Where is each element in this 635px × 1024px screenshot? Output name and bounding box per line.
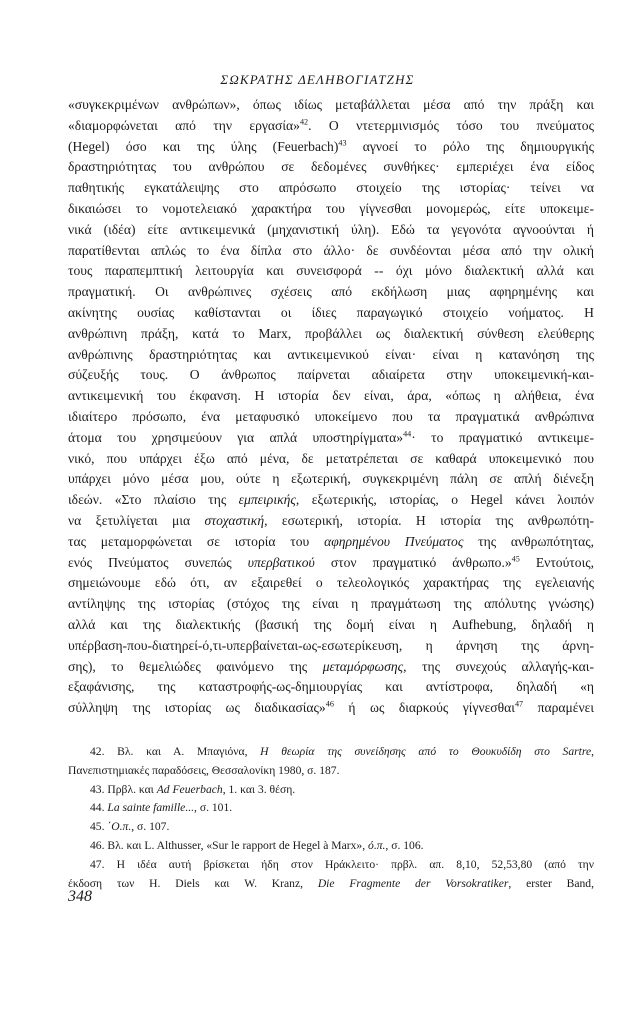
footnotes <box>68 743 594 893</box>
text-segment: 43. Πρβλ. και <box>90 782 157 796</box>
text-segment: παθητικής εγκατάλειψης στο απρόσωπο στοιχείο της ιστορίας· τείνει να <box>68 180 594 196</box>
text-segment: δραστηριότητας του ανθρώπου σε δεδομένες συνθήκες· εμπεριέχει ένα είδος <box>68 159 594 175</box>
text-line <box>68 324 594 345</box>
text-segment: υπέρβαση-που-διατηρεί-ό,τι-υπερβαίνεται-ως-εσωτερίκευση, η άρνηση της άρνη- <box>68 637 594 653</box>
footnote-ref: 44 <box>403 429 412 439</box>
text-line <box>68 241 594 262</box>
text-segment: πραγματική. Οι ανθρώπινες σχέσεις από εκδήλωση μιας αφηρημένης και <box>68 284 594 300</box>
text-line <box>68 220 594 241</box>
text-segment: , της συνεχούς αλλαγής-και- <box>403 658 594 674</box>
italic-text: εμπειρικής <box>238 492 296 508</box>
text-segment: , <box>591 745 594 758</box>
text-segment: σημειώνουμε εδώ ότι, αν εξαιρεθεί ο τελεολογικός χαρακτήρας της εγελειανής <box>68 575 594 591</box>
footnote-line <box>68 837 594 856</box>
italic-text: La sainte famille... <box>107 801 195 815</box>
text-segment: , σ. 101. <box>194 801 233 815</box>
text-segment: σης), το θεμελιώδες φαινόμενο της <box>68 658 323 674</box>
text-segment: υπάρχει μόνο μέσα μου, ούτε η εξωτερική, συγκεκριμένη πάλη σε απλή διένεξη <box>68 471 594 487</box>
text-segment: «διαμορφώνεται από την εργασία» <box>68 117 300 133</box>
text-segment: να ξετυλίγεται μια <box>68 512 205 528</box>
text-segment: ιδιαίτερο πρόσωπο, ένα μεταφυσικό υποκείμενο που τα πραγματικά ανθρώπινα <box>68 408 594 424</box>
text-line <box>68 261 594 282</box>
page-number: 348 <box>68 888 92 905</box>
text-segment: ανθρώπινης δραστηριότητας και αντικειμενικού είναι· είναι η κατανόηση της <box>68 346 594 362</box>
text-segment: ακίνητης ουσίας καθίστανται οι ίδιες παραγωγικό στοιχείο νοήματος. Η <box>68 304 594 320</box>
text-line <box>68 469 594 490</box>
footnote-line <box>68 781 594 800</box>
text-segment: (Hegel) όσο και της ύλης (Feuerbach) <box>68 138 339 154</box>
text-segment: Εντούτοις, <box>519 554 594 570</box>
text-segment: τους παραπεμπτική λειτουργία και συνεισφορά -- όχι μόνο διαλεκτική αλλά και <box>68 263 594 279</box>
text-line <box>68 657 594 678</box>
text-line <box>68 137 594 158</box>
text-segment: , εσωτερική, ιστορία. Η ιστορία της ανθρωπότη- <box>264 512 594 528</box>
text-line <box>68 116 594 137</box>
text-segment: 42. Βλ. και Α. Μπαγιόνα, <box>90 745 261 758</box>
text-line <box>68 636 594 657</box>
text-line <box>68 532 594 553</box>
text-segment: παραμένει <box>523 700 594 716</box>
text-segment: νικό, που υπάρχει έξω από μένα, δε μετατρέπεται σε καθαρά υποκειμενικό που <box>68 450 594 466</box>
text-line <box>68 303 594 324</box>
text-line <box>68 365 594 386</box>
text-line <box>68 490 594 511</box>
text-segment: ανθρώπινη πράξη, κατά το Marx, προβάλλει ως διαλεκτική σύνθεση ελεύθερης <box>68 325 594 341</box>
text-line <box>68 199 594 220</box>
text-segment: ή ως διαρκούς γίγνεσθαι <box>333 700 515 716</box>
text-segment: έκδοση των H. Diels και W. Kranz, <box>68 876 318 890</box>
italic-text: στοχαστική <box>204 512 265 528</box>
text-segment: αλλά και της διαλεκτικής (βασική της δομή είναι η Aufhebung, δηλαδή η <box>68 616 594 632</box>
text-line <box>68 428 594 449</box>
text-segment: στον πραγματικό άνθρωπο.» <box>314 554 512 570</box>
text-segment: αγνοεί το ρόλο της δημιουργικής <box>346 138 594 154</box>
text-line <box>68 449 594 470</box>
text-line <box>68 157 594 178</box>
text-segment: «συγκεκριμένων ανθρώπων», όπως ιδίως μεταβάλλεται μέσα από την πράξη και <box>68 97 594 112</box>
text-segment: , erster Band, <box>508 876 594 890</box>
text-segment: , σ. 106. <box>385 838 424 852</box>
text-segment: , σ. 107. <box>131 820 170 834</box>
text-line <box>68 553 594 574</box>
text-segment: σύλληψη της ιστορίας ως διαδικασίας» <box>68 700 326 716</box>
body-text <box>68 95 594 719</box>
footnote-ref: 45 <box>511 554 520 563</box>
text-segment: , εξωτερικής, ιστορίας, ο Hegel κάνει λοιπόν <box>295 492 594 508</box>
italic-text: ΄Ο.π. <box>107 820 132 834</box>
text-segment: εξαφάνισης, της καταστροφής-ως-δημιουργίας και αντίστροφα, δηλαδή «η <box>68 679 594 695</box>
text-line <box>68 345 594 366</box>
text-segment: ενός Πνεύματος συνεπώς <box>68 554 248 570</box>
footnote-line <box>68 743 594 762</box>
text-segment: 44. <box>90 801 108 815</box>
footnote-line <box>68 875 594 894</box>
text-line <box>68 178 594 199</box>
text-segment: ιδεών. «Στο πλαίσιο της <box>68 492 239 508</box>
text-segment: · το πραγματικό αντικειμε- <box>411 429 594 445</box>
text-segment: αντικειμενική του έκφανση. Η ιστορία δεν είναι, άρα, «όπως η αλήθεια, ένα <box>68 388 594 404</box>
text-segment: σύζευξής τους. Ο άνθρωπος παίρνεται αδιαίρετα στην υποκειμενική-και- <box>68 367 594 383</box>
text-segment: παρατίθενται απλώς το ένα δίπλα στο άλλο· δε συνδέονται μέσα από την ολική <box>68 242 594 258</box>
text-segment: 46. Βλ. και L. Althusser, «Sur le rapport de Hegel à Marx», <box>90 838 369 852</box>
text-line <box>68 95 594 116</box>
text-segment: 47. Η ιδέα αυτή βρίσκεται ήδη στον Ηράκλειτο· πρβλ. απ. 8,10, 52,53,80 (από την <box>90 857 594 871</box>
footnote-ref: 42 <box>299 117 309 127</box>
text-segment: άτομα του χρησιμεύουν για απλά υποστηρίγματα» <box>68 429 404 445</box>
text-line <box>68 511 594 532</box>
footnote-ref: 47 <box>514 699 524 709</box>
italic-text: ό.π. <box>368 838 386 852</box>
text-line <box>68 615 594 636</box>
text-segment: . Ο ντετερμινισμός τόσο του πνεύματος <box>308 117 594 133</box>
text-segment: Πανεπιστημιακές παραδόσεις, Θεσσαλονίκη 1980, σ. 187. <box>68 763 340 777</box>
text-line <box>68 594 594 615</box>
text-segment: 45. <box>90 820 108 834</box>
text-line <box>68 282 594 303</box>
italic-text: μεταμόρφωσης <box>322 658 404 674</box>
footnote-line <box>68 856 594 875</box>
text-line <box>68 386 594 407</box>
text-segment: δικαιώσει το νομοτελειακό χαρακτήρα του γίγνεσθαι μονομερώς, είτε υποκειμε- <box>68 200 594 216</box>
running-header: ΣΩΚΡΑΤΗΣ ΔΕΛΗΒΟΓΙΑΤΖΗΣ <box>220 72 415 87</box>
italic-text: υπερβατικού <box>247 554 315 570</box>
footnote-line <box>68 762 594 781</box>
footnote-ref: 43 <box>338 138 347 148</box>
footnote-line <box>68 818 594 837</box>
text-segment: τας μεταμορφώνεται σε ιστορία του <box>68 533 325 549</box>
italic-text: Die Fragmente der Vorsokratiker <box>317 876 509 890</box>
text-line <box>68 677 594 698</box>
text-segment: , 1. και 3. θέση. <box>222 782 296 796</box>
footnote-line <box>68 799 594 818</box>
italic-text: αφηρημένου Πνεύματος <box>324 533 464 549</box>
text-segment: νικά (ιδέα) είτε αντικειμενικά (μηχανιστική ύλη). Εδώ τα γεγονότα αγνοούνται ή <box>68 221 594 237</box>
text-segment: της ανθρωπότητας, <box>463 533 594 549</box>
text-line <box>68 698 594 719</box>
text-segment: αντίληψης της ιστορίας (στόχος της είναι η πραγμάτωση της απόλυτης γνώσης) <box>68 596 594 612</box>
italic-text: Ad Feuerbach <box>156 782 223 796</box>
text-line <box>68 573 594 594</box>
italic-text: Η θεωρία της συνείδησης από το Θουκυδίδη στο Sartre <box>260 745 592 758</box>
text-line <box>68 407 594 428</box>
footnote-ref: 46 <box>325 699 334 709</box>
